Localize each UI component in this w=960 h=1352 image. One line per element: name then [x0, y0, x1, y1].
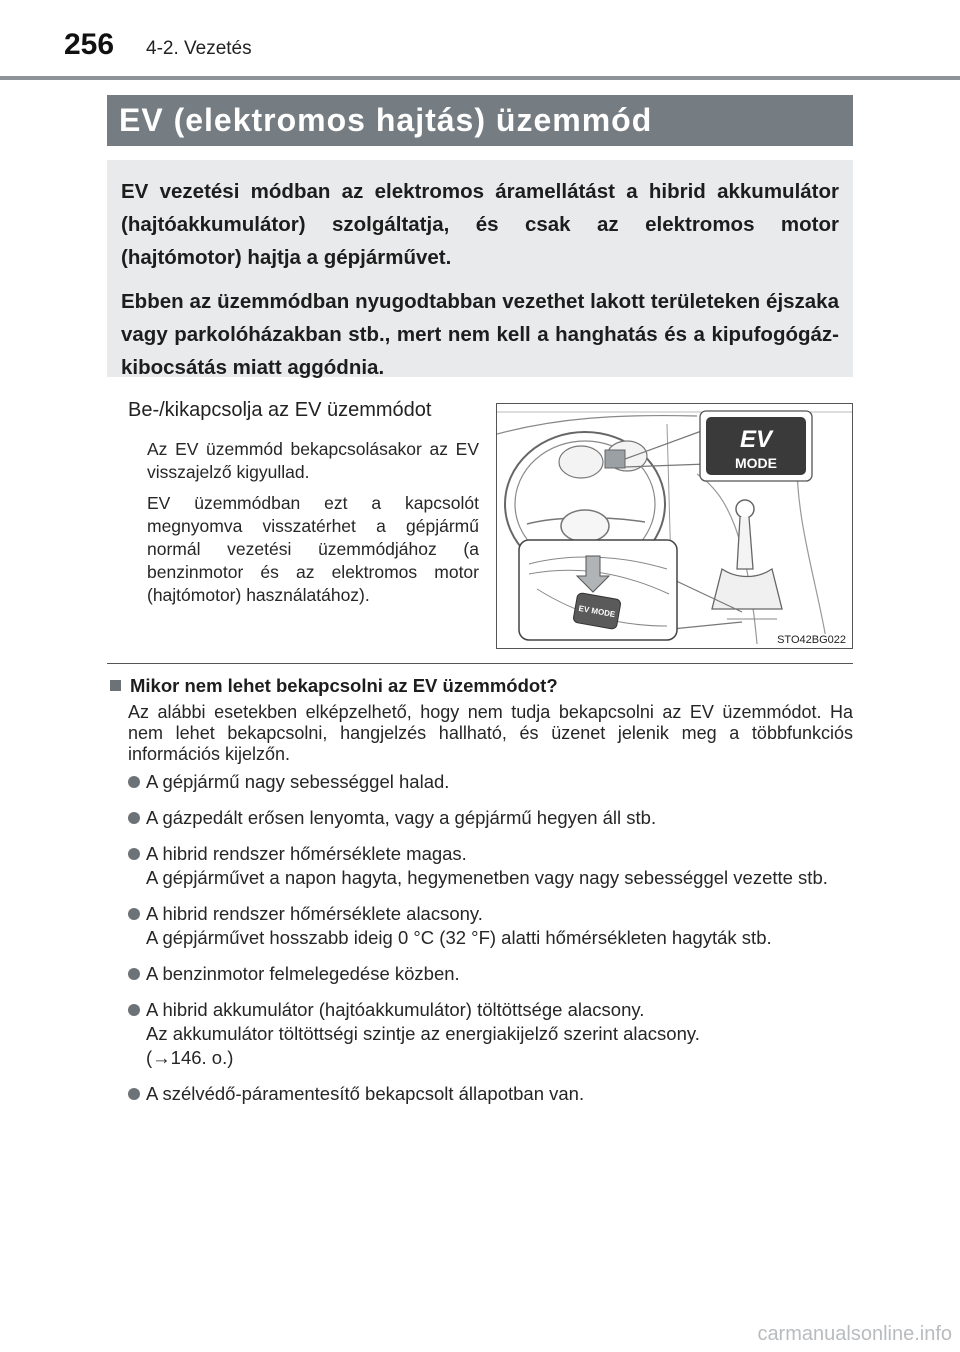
- list-item-line: A benzinmotor felmelegedése közben.: [146, 963, 460, 984]
- bullet-dot-icon: [128, 1004, 140, 1016]
- bullet-dot-icon: [128, 848, 140, 860]
- bullet-dot-icon: [128, 908, 140, 920]
- bullet-dot-icon: [128, 776, 140, 788]
- header-rule: [0, 76, 960, 80]
- bullet-dot-icon: [128, 812, 140, 824]
- intro-paragraph-2: Ebben az üzemmódban nyugodtabban vezethet lakott területeken éjszaka vagy parkolóházakban stb., mert nem kell a hanghatás és a kipufogógáz-kibocsátás miatt aggódnia.: [121, 290, 839, 379]
- square-bullet-icon: [110, 680, 121, 691]
- question-body: Az alábbi esetekben elképzelhető, hogy nem tudja bekapcsolni az EV üzemmódot. Ha nem lehet bekapcsolni, hangjelzés hallható, és üzenet jelenik meg a többfunkciós információs kijelzőn.: [128, 702, 853, 764]
- list-item-line: A hibrid rendszer hőmérséklete alacsony.: [146, 903, 483, 924]
- question-heading: [110, 675, 558, 697]
- list-item: [128, 902, 853, 950]
- watermark: carmanualsonline.info: [757, 1323, 952, 1345]
- step-text-return: EV üzemmódban ezt a kapcsolót megnyomva visszatérhet a gépjármű normál vezetési üzemmódjához (a benzinmotor és az elektromos motor (hajtómotor) használatához).: [147, 493, 479, 605]
- bullet-dot-icon: [128, 968, 140, 980]
- page-number: 256: [64, 28, 115, 61]
- question-heading-text: Mikor nem lehet bekapcsolni az EV üzemmódot?: [130, 675, 558, 696]
- list-item: [128, 962, 853, 986]
- list-item-line: Az akkumulátor töltöttségi szintje az energiakijelző szerint alacsony.: [146, 1023, 700, 1044]
- list-item: [128, 842, 853, 890]
- list-item-line: A gépjárművet a napon hagyta, hegymenetben vagy nagy sebességgel vezette stb.: [146, 867, 828, 888]
- figure-code: STO42BG022: [777, 634, 846, 646]
- bullet-dot-icon: [128, 1088, 140, 1100]
- condition-list: [128, 770, 853, 1118]
- list-item: [128, 806, 853, 830]
- list-item: [128, 770, 853, 794]
- list-item-line: A gázpedált erősen lenyomta, vagy a gépjármű hegyen áll stb.: [146, 807, 657, 828]
- step-text-indicator: Az EV üzemmód bekapcsolásakor az EV visszajelző kigyullad.: [147, 439, 479, 482]
- list-item-line: A gépjárművet hosszabb ideig 0 °C (32 °F) alatti hőmérsékleten hagyták stb.: [146, 927, 772, 948]
- list-item: [128, 998, 853, 1070]
- list-item-line: A hibrid akkumulátor (hajtóakkumulátor) töltöttsége alacsony.: [146, 999, 645, 1020]
- section-label: 4-2. Vezetés: [146, 38, 252, 59]
- section-divider: [107, 663, 853, 664]
- ev-button-top-text: EV: [739, 426, 773, 453]
- ev-button-bottom-text: MODE: [735, 455, 777, 471]
- svg-text:EV MODE: EV MODE: [577, 603, 616, 620]
- list-item: [128, 1082, 853, 1106]
- list-item-line: A gépjármű nagy sebességgel halad.: [146, 771, 450, 792]
- step-heading: Be-/kikapcsolja az EV üzemmódot: [128, 399, 432, 421]
- ev-mode-illustration: [496, 403, 853, 649]
- list-item-line: A hibrid rendszer hőmérséklete magas.: [146, 843, 467, 864]
- page-reference-link[interactable]: (→146. o.): [146, 1047, 234, 1068]
- dashboard-drawing-icon: [497, 404, 852, 648]
- list-item-line: A szélvédő-páramentesítő bekapcsolt állapotban van.: [146, 1083, 585, 1104]
- intro-box: [107, 160, 853, 377]
- page-title: EV (elektromos hajtás) üzemmód: [107, 95, 853, 146]
- intro-paragraph-1: EV vezetési módban az elektromos áramellátást a hibrid akkumulátor (hajtóakkumulátor) szolgáltatja, és csak az elektromos motor (hajtómotor) hajtja a gépjárművet.: [121, 180, 839, 269]
